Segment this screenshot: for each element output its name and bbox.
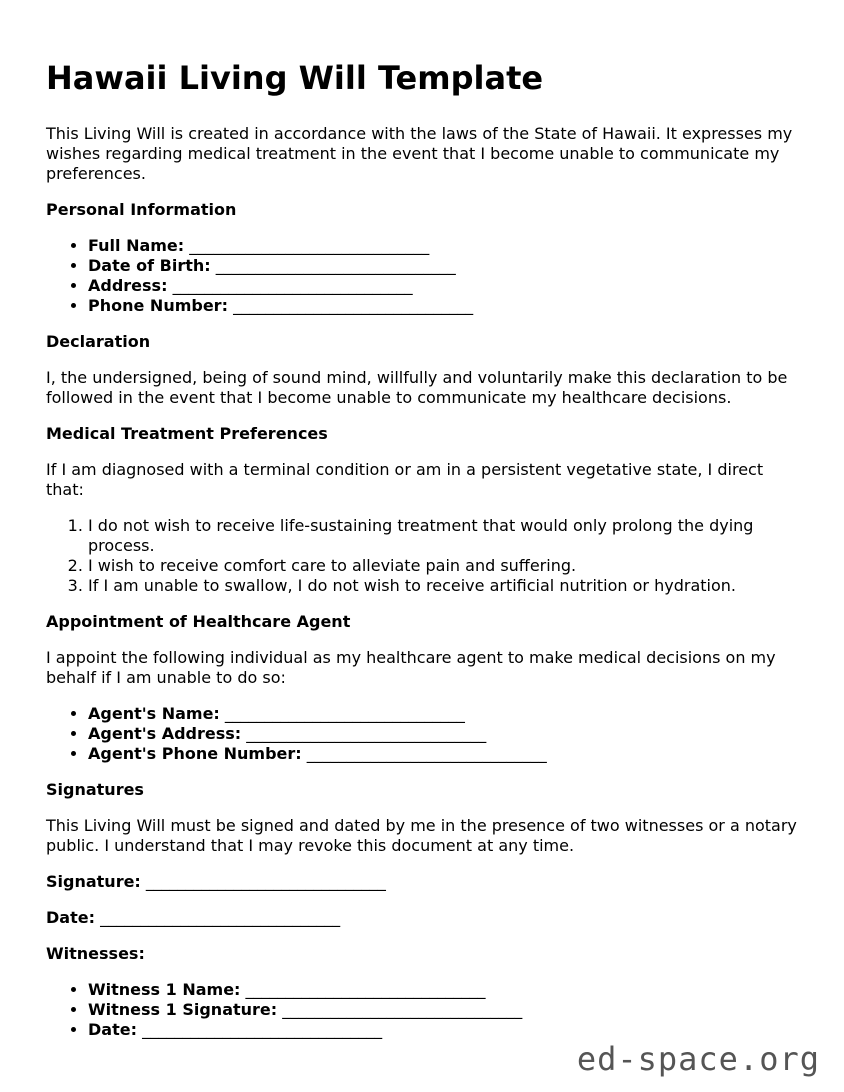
list-item-agent-address: [88, 724, 806, 744]
list-item-date-of-birth: [88, 256, 806, 276]
personal-info-list: [46, 236, 806, 316]
field-label: Address:: [88, 276, 168, 295]
date-line: [46, 908, 806, 928]
signature-blank[interactable]: ______________________________: [145, 872, 386, 891]
agent-paragraph: I appoint the following individual as my healthcare agent to make medical decisions on my behalf if I am unable to do so:: [46, 648, 776, 687]
field-blank[interactable]: ______________________________: [224, 704, 465, 723]
agent-heading: Appointment of Healthcare Agent: [46, 612, 351, 631]
list-item-witness-date: [88, 1020, 806, 1040]
field-blank[interactable]: ______________________________: [246, 724, 487, 743]
field-blank[interactable]: ______________________________: [172, 276, 413, 295]
intro-paragraph: This Living Will is created in accordance with the laws of the State of Hawaii. It expresses my wishes regarding medical treatment in the event that I become unable to communicate my preferences.: [46, 124, 793, 183]
witnesses-heading: Witnesses:: [46, 944, 145, 963]
witnesses-list: [46, 980, 806, 1040]
declaration-paragraph: I, the undersigned, being of sound mind, willfully and voluntarily make this declaration to be followed in the event that I become unable to communicate my healthcare decisions.: [46, 368, 788, 407]
list-item: 1. I do not wish to receive life-sustaining treatment that would only prolong the dying process.: [88, 516, 806, 556]
field-blank[interactable]: ______________________________: [306, 744, 547, 763]
list-item-address: [88, 276, 806, 296]
field-label: Witness 1 Signature:: [88, 1000, 278, 1019]
date-blank[interactable]: ______________________________: [100, 908, 341, 927]
field-label: Date of Birth:: [88, 256, 211, 275]
field-label: Witness 1 Name:: [88, 980, 241, 999]
signatures-heading: Signatures: [46, 780, 144, 799]
watermark: ed-space.org: [576, 1040, 820, 1078]
personal-info-heading: Personal Information: [46, 200, 237, 219]
list-item-agent-phone: [88, 744, 806, 764]
signature-label: Signature:: [46, 872, 141, 891]
treatment-list: [46, 516, 806, 596]
list-item: 3. If I am unable to swallow, I do not wish to receive artificial nutrition or hydration.: [88, 576, 806, 596]
treatment-heading: Medical Treatment Preferences: [46, 424, 328, 443]
field-label: Date:: [88, 1020, 137, 1039]
list-item-phone-number: [88, 296, 806, 316]
field-label: Full Name:: [88, 236, 185, 255]
field-label: Agent's Address:: [88, 724, 242, 743]
treatment-paragraph: If I am diagnosed with a terminal condition or am in a persistent vegetative state, I direct that:: [46, 460, 764, 499]
agent-list: [46, 704, 806, 764]
field-blank[interactable]: ______________________________: [245, 980, 486, 999]
list-item: 2. I wish to receive comfort care to alleviate pain and suffering.: [88, 556, 806, 576]
field-blank[interactable]: ______________________________: [189, 236, 430, 255]
list-item-witness-name: [88, 980, 806, 1000]
page-title: Hawaii Living Will Template: [46, 59, 544, 97]
list-item-agent-name: [88, 704, 806, 724]
field-blank[interactable]: ______________________________: [233, 296, 474, 315]
field-label: Agent's Name:: [88, 704, 220, 723]
signatures-paragraph: This Living Will must be signed and dated by me in the presence of two witnesses or a notary public. I understand that I may revoke this document at any time.: [46, 816, 797, 855]
field-label: Phone Number:: [88, 296, 228, 315]
document-page: [46, 58, 806, 1056]
date-label: Date:: [46, 908, 95, 927]
field-blank[interactable]: ______________________________: [142, 1020, 383, 1039]
declaration-heading: Declaration: [46, 332, 151, 351]
field-blank[interactable]: ______________________________: [282, 1000, 523, 1019]
signature-line: [46, 872, 806, 892]
field-label: Agent's Phone Number:: [88, 744, 302, 763]
list-item-full-name: [88, 236, 806, 256]
list-item-witness-signature: [88, 1000, 806, 1020]
field-blank[interactable]: ______________________________: [215, 256, 456, 275]
